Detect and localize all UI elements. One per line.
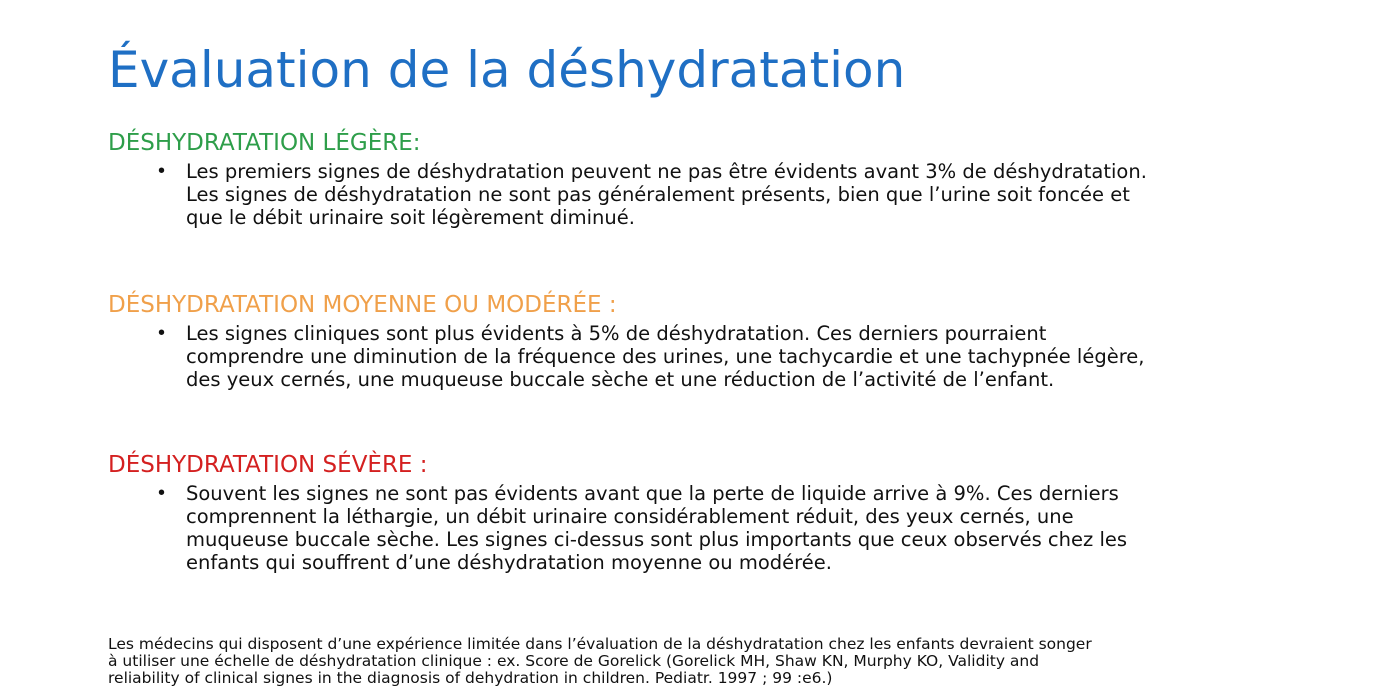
text-line: des yeux cernés, une muqueuse buccale sèche et une réduction de l’activité de l’enfant. — [186, 368, 1055, 391]
footnote-line: reliability of clinical signes in the diagnosis of dehydration in children. Pediatr. 1997 ; 99 :e6.) — [108, 669, 833, 687]
bullet-dot: • — [158, 482, 166, 504]
section-heading-severe: DÉSHYDRATATION SÉVÈRE : — [108, 452, 428, 478]
bullet-text-moyenne — [186, 322, 1286, 391]
section-moyenne — [108, 290, 1308, 391]
slide-title: Évaluation de la déshydratation — [108, 41, 906, 99]
footnote-line: à utiliser une échelle de déshydratation clinique : ex. Score de Gorelick (Gorelick MH, Shaw KN, Murphy KO, Validity and — [108, 652, 1040, 670]
text-line: comprennent la léthargie, un débit urinaire considérablement réduit, des yeux cernés, une — [186, 505, 1074, 528]
bullet-item-legere — [108, 160, 1286, 229]
bullet-text-legere — [186, 160, 1286, 229]
bullet-text-severe — [186, 482, 1286, 574]
bullet-item-severe — [108, 482, 1286, 574]
section-legere — [108, 128, 1308, 229]
text-line: Souvent les signes ne sont pas évidents avant que la perte de liquide arrive à 9%. Ces derniers — [186, 482, 1119, 505]
text-line: Les signes de déshydratation ne sont pas généralement présents, bien que l’urine soit foncée et — [186, 183, 1130, 206]
text-line: que le débit urinaire soit légèrement diminué. — [186, 206, 635, 229]
section-severe — [108, 450, 1308, 574]
text-line: comprendre une diminution de la fréquence des urines, une tachycardie et une tachypnée légère, — [186, 345, 1145, 368]
text-line: muqueuse buccale sèche. Les signes ci-dessus sont plus importants que ceux observés chez les — [186, 528, 1128, 551]
section-heading-moyenne: DÉSHYDRATATION MOYENNE OU MODÉRÉE : — [108, 292, 617, 318]
text-line: enfants qui souffrent d’une déshydratation moyenne ou modérée. — [186, 551, 832, 574]
bullet-item-moyenne — [108, 322, 1286, 391]
footnote — [108, 636, 1348, 687]
section-heading-legere: DÉSHYDRATATION LÉGÈRE: — [108, 130, 421, 156]
text-line: Les premiers signes de déshydratation peuvent ne pas être évidents avant 3% de déshydratation. — [186, 160, 1147, 183]
footnote-line: Les médecins qui disposent d’une expérience limitée dans l’évaluation de la déshydratation chez les enfants devraient songer — [108, 635, 1092, 653]
text-line: Les signes cliniques sont plus évidents à 5% de déshydratation. Ces derniers pourraient — [186, 322, 1047, 345]
bullet-dot: • — [158, 322, 166, 344]
bullet-dot: • — [158, 160, 166, 182]
